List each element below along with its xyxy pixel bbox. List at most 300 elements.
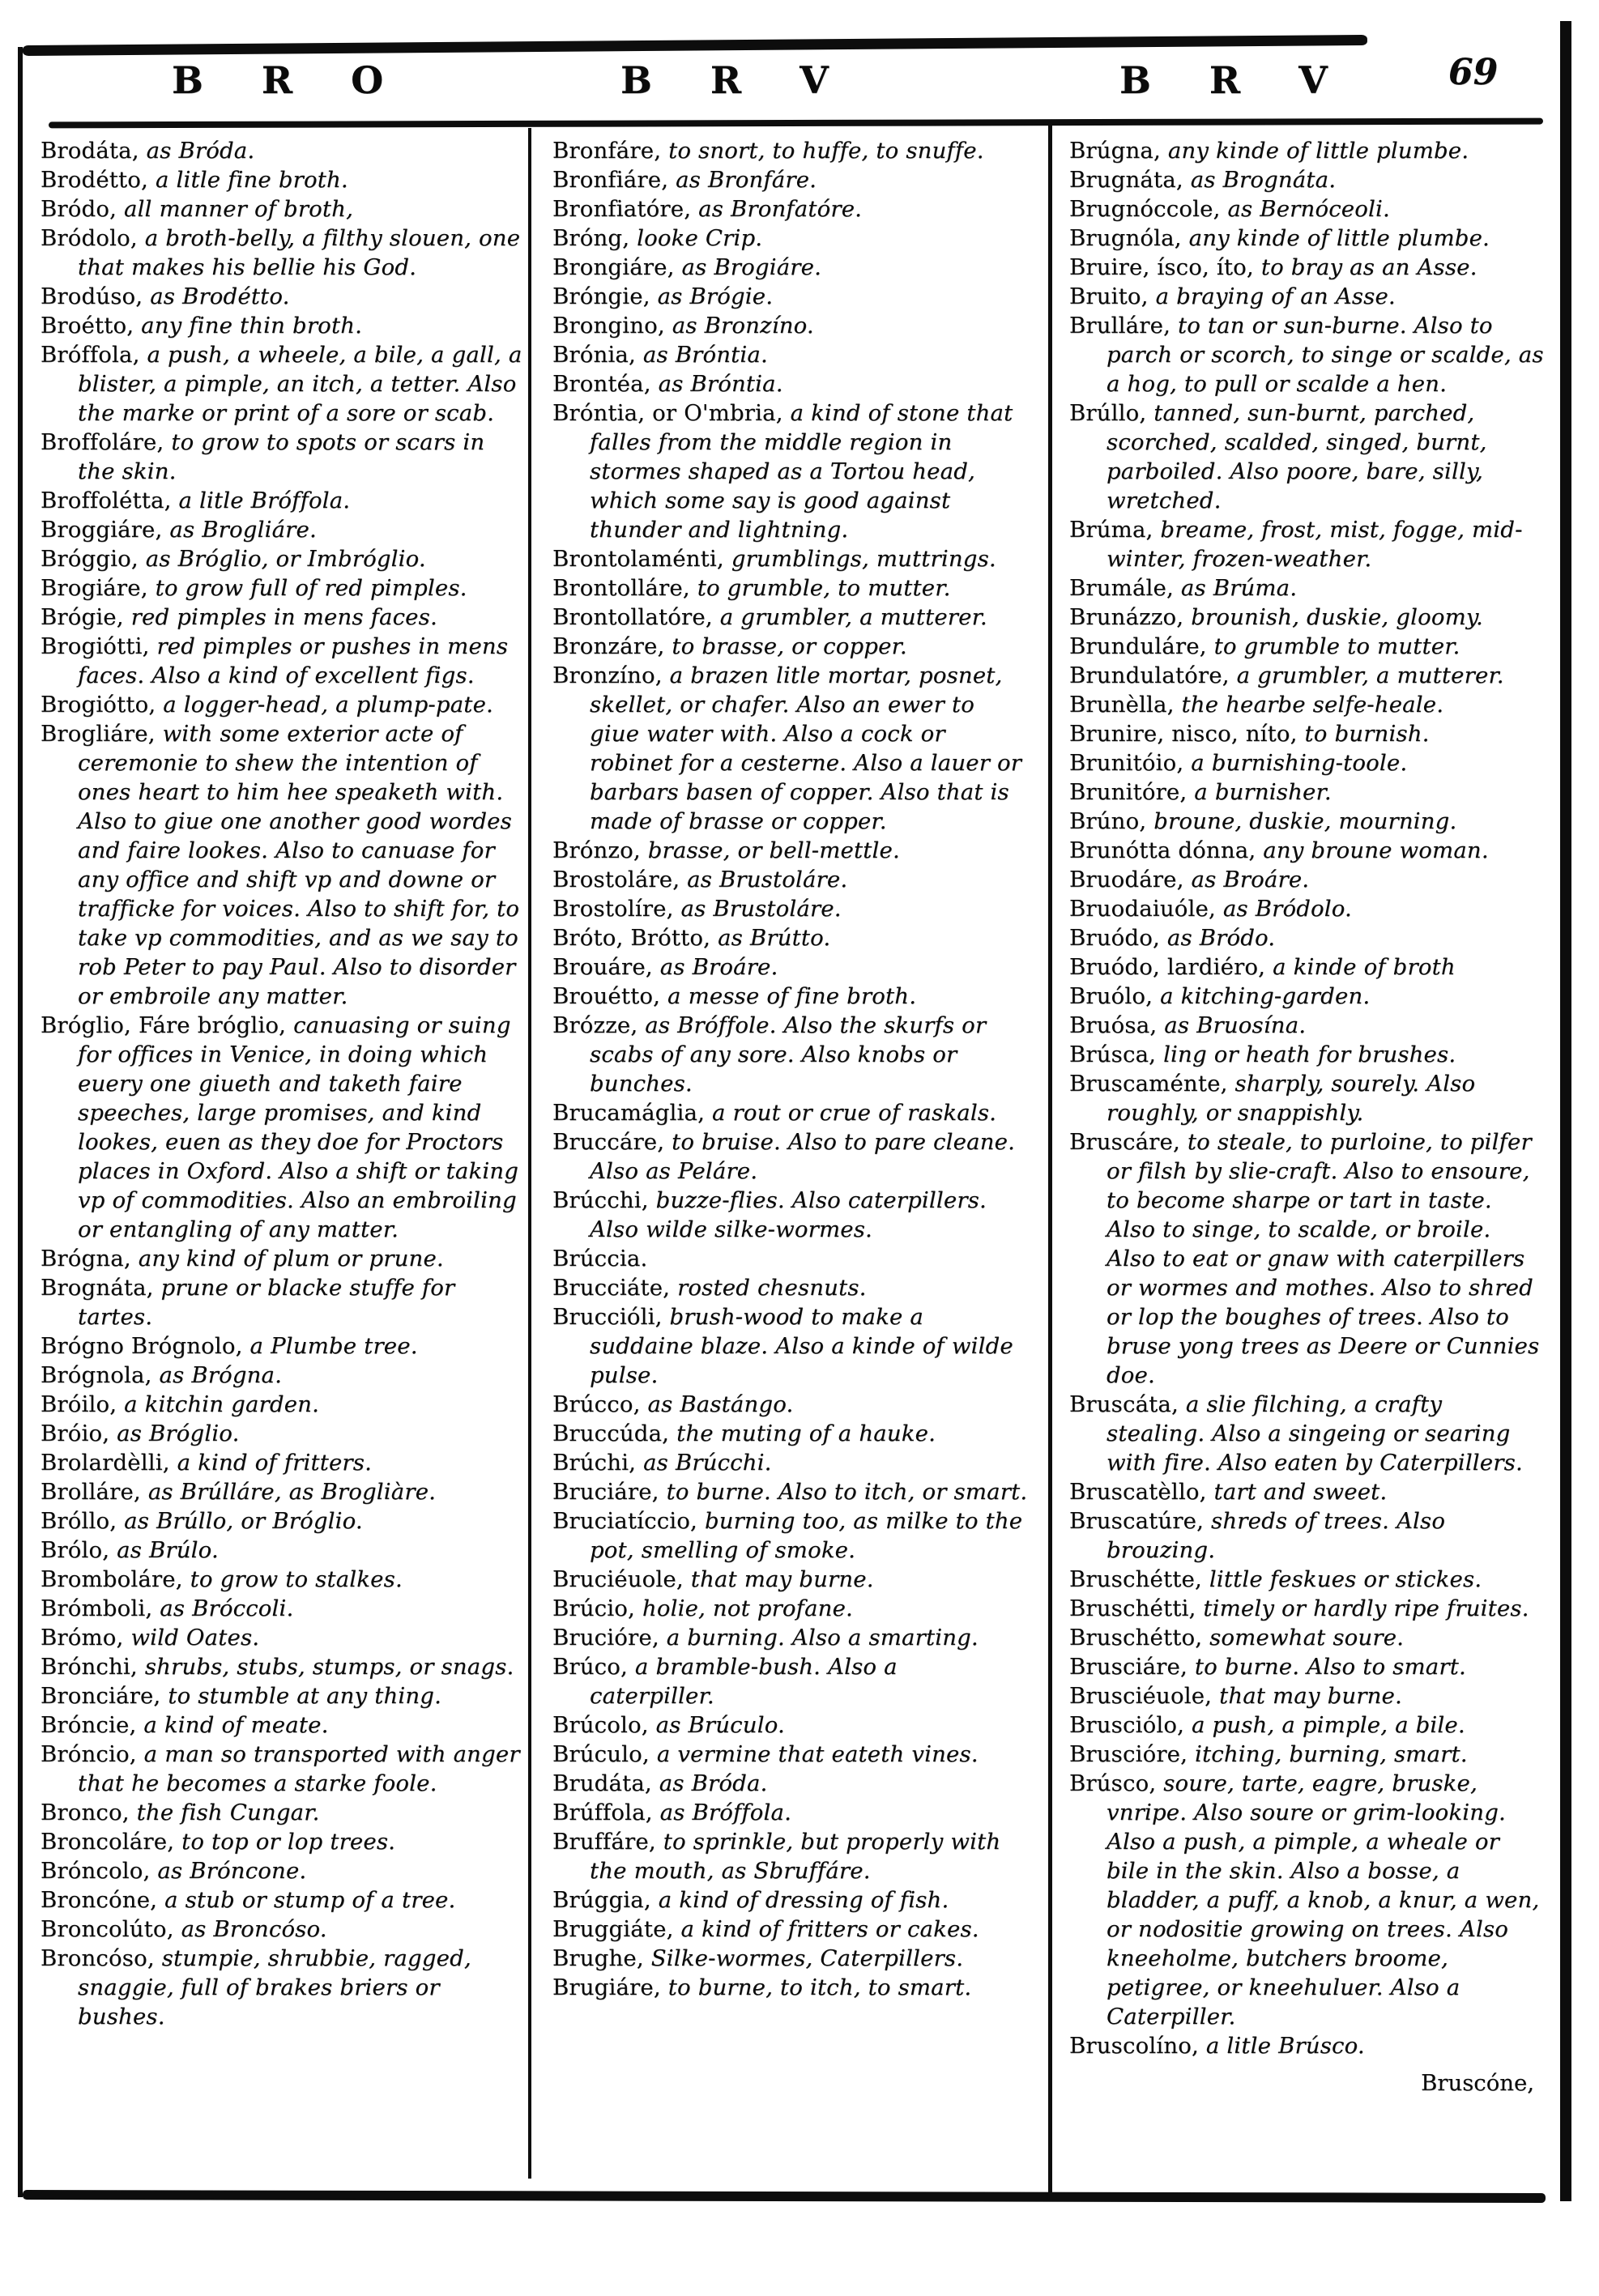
- running-head-left: B R O: [172, 58, 407, 102]
- entry-headword: Brúllo,: [1069, 400, 1154, 426]
- entry-definition: to burne. Also to smart.: [1194, 1654, 1466, 1680]
- dictionary-entry: [552, 1477, 1029, 1506]
- entry-headword: Broncolúto,: [41, 1916, 181, 1942]
- entry-headword: Bruschétto,: [1069, 1625, 1210, 1651]
- entry-definition: soure, tarte, eagre, bruske, vnripe. Also soure or grim-looking. Also a push, a pimple, a wheale or bile in the skin. Also a bosse, a bladder, a puff, a knob, a knur, a wen, or nodositie growing on trees. Also kneeholme, butchers broome, petigree, or kneehuluer. Also a Caterpiller.: [1107, 1770, 1540, 2030]
- entry-headword: Brúcchi,: [552, 1187, 656, 1213]
- dictionary-entry: [552, 1885, 1029, 1915]
- dictionary-entry: [1069, 1040, 1546, 1069]
- dictionary-entry: [1069, 253, 1546, 282]
- entry-headword: Brúsca,: [1069, 1042, 1164, 1067]
- entry-headword: Brómo,: [41, 1625, 131, 1651]
- dictionary-entry: [1069, 311, 1546, 398]
- dictionary-entry: [552, 894, 1029, 923]
- dictionary-entry: [552, 865, 1029, 894]
- entry-definition: a burnishing-toole.: [1191, 750, 1408, 776]
- entry-headword: Bronzíno,: [552, 662, 670, 688]
- entry-definition: little feskues or stickes.: [1209, 1566, 1482, 1592]
- entry-headword: Bruccióli,: [552, 1304, 670, 1330]
- entry-headword: Brúcco,: [552, 1391, 648, 1417]
- entry-headword: Brugiáre,: [552, 1974, 668, 2000]
- entry-definition: holie, not profane.: [642, 1595, 853, 1621]
- entry-headword: Bróggio,: [41, 546, 146, 572]
- entry-headword: Brúccia.: [552, 1246, 648, 1272]
- entry-definition: as Brógna.: [159, 1362, 283, 1388]
- entry-headword: Brózze,: [552, 1012, 646, 1038]
- dictionary-entry: [41, 1011, 523, 1244]
- entry-definition: as Bróglio.: [117, 1421, 240, 1446]
- dictionary-entry: [552, 1973, 1029, 2002]
- entry-headword: Broncoláre,: [41, 1829, 182, 1855]
- entry-headword: Bruire, ísco, íto,: [1069, 254, 1261, 280]
- entry-definition: prune or blacke stuffe for tartes.: [78, 1275, 455, 1330]
- running-head-right: B R V: [1119, 58, 1350, 102]
- entry-headword: Bróng,: [552, 225, 637, 251]
- entry-headword: Brunitóio,: [1069, 750, 1192, 776]
- entry-definition: brounish, duskie, gloomy.: [1191, 604, 1483, 630]
- dictionary-entry: [552, 311, 1029, 340]
- column-2: [552, 136, 1029, 2002]
- entry-definition: a grumbler, a mutterer.: [719, 604, 987, 630]
- dictionary-entry: [1069, 282, 1546, 311]
- entry-definition: as Brodétto.: [150, 283, 290, 309]
- entry-definition: a litle Bróffola.: [178, 488, 351, 513]
- entry-headword: Brodúso,: [41, 283, 151, 309]
- dictionary-entry: [41, 1506, 523, 1536]
- dictionary-entry: [1069, 632, 1546, 661]
- entry-definition: a kinde of broth: [1273, 954, 1456, 980]
- dictionary-entry: [41, 340, 523, 428]
- entry-definition: itching, burning, smart.: [1195, 1741, 1468, 1767]
- entry-headword: Broncóso,: [41, 1945, 162, 1971]
- entry-headword: Broétto,: [41, 313, 142, 339]
- dictionary-entry: [552, 661, 1029, 836]
- header-rule: [49, 118, 1543, 129]
- entry-definition: burning too, as milke to the pot, smelling of smoke.: [590, 1508, 1023, 1563]
- entry-headword: Bruggiáte,: [552, 1916, 681, 1942]
- dictionary-entry: [41, 1885, 523, 1915]
- entry-headword: Brólo,: [41, 1537, 117, 1563]
- dictionary-entry: [552, 1915, 1029, 1944]
- entry-headword: Brónzo,: [552, 837, 648, 863]
- entry-headword: Bruscatúre,: [1069, 1508, 1212, 1534]
- entry-headword: Bruciáre,: [552, 1479, 667, 1505]
- entry-headword: Broffolétta,: [41, 488, 179, 513]
- dictionary-entry: [552, 1302, 1029, 1390]
- dictionary-entry: [41, 1681, 523, 1710]
- dictionary-entry: [41, 311, 523, 340]
- dictionary-entry: [1069, 1506, 1546, 1565]
- entry-headword: Brunire, nisco, níto,: [1069, 721, 1305, 747]
- entry-headword: Bruscolíno,: [1069, 2033, 1206, 2059]
- dictionary-entry: [41, 428, 523, 486]
- entry-headword: Bronzáre,: [552, 633, 672, 659]
- entry-headword: Brostolíre,: [552, 896, 681, 922]
- dictionary-entry: [41, 544, 523, 573]
- entry-headword: Brodétto,: [41, 167, 156, 193]
- dictionary-entry: [1069, 224, 1546, 253]
- entry-headword: Bróglio, Fáre bróglio,: [41, 1012, 294, 1038]
- dictionary-entry: [41, 573, 523, 603]
- dictionary-entry: [552, 1273, 1029, 1302]
- entry-headword: Bróto, Brótto,: [552, 925, 718, 951]
- dictionary-entry: [41, 603, 523, 632]
- entry-headword: Bruscáta,: [1069, 1391, 1186, 1417]
- dictionary-entry: [552, 1827, 1029, 1885]
- entry-headword: Broncóne,: [41, 1887, 165, 1913]
- entry-headword: Bronfiáre,: [552, 167, 676, 193]
- entry-headword: Bruscatèllo,: [1069, 1479, 1214, 1505]
- entry-headword: Brúcolo,: [552, 1712, 656, 1738]
- dictionary-entry: [1069, 136, 1546, 165]
- bottom-rule: [23, 2190, 1546, 2203]
- entry-definition: the muting of a hauke.: [676, 1421, 936, 1446]
- entry-definition: a kind of dressing of fish.: [658, 1887, 949, 1913]
- entry-definition: a burnisher.: [1194, 779, 1332, 805]
- entry-definition: a bramble-bush. Also a caterpiller.: [590, 1654, 898, 1709]
- entry-definition: breame, frost, mist, fogge, mid-winter, frozen-weather.: [1107, 517, 1523, 572]
- entry-headword: Brolláre,: [41, 1479, 148, 1505]
- dictionary-entry: [552, 253, 1029, 282]
- running-head-center: B R V: [620, 58, 851, 102]
- entry-definition: canuasing or suing for offices in Venice, in doing which euery one giueth and taketh faire speeches, large promises, and kind lookes, euen as they doe for Proctors places in Oxford. Also a shift or taking vp of commodities. Also an embroiling or entangling of any matter.: [78, 1012, 519, 1242]
- entry-definition: timely or hardly ripe fruites.: [1203, 1595, 1529, 1621]
- entry-headword: Brunitóre,: [1069, 779, 1195, 805]
- dictionary-entry: [41, 1477, 523, 1506]
- entry-headword: Brugnóla,: [1069, 225, 1189, 251]
- dictionary-entry: [552, 398, 1029, 544]
- entry-headword: Brouétto,: [552, 983, 668, 1009]
- entry-headword: Bruódo,: [1069, 925, 1167, 951]
- entry-definition: as Brogliáre.: [169, 517, 317, 543]
- dictionary-entry: [1069, 1652, 1546, 1681]
- dictionary-entry: [41, 1915, 523, 1944]
- dictionary-entry: [41, 1361, 523, 1390]
- entry-headword: Bruodáre,: [1069, 867, 1192, 892]
- entry-definition: any kinde of little plumbe.: [1188, 225, 1490, 251]
- entry-headword: Bróllo,: [41, 1508, 125, 1534]
- entry-definition: stumpie, shrubbie, ragged, snaggie, full of brakes briers or bushes.: [78, 1945, 471, 2030]
- dictionary-entry: [41, 1244, 523, 1273]
- dictionary-entry: [552, 603, 1029, 632]
- entry-headword: Bronciáre,: [41, 1683, 168, 1709]
- dictionary-entry: [41, 1710, 523, 1740]
- entry-definition: a litle Brúsco.: [1205, 2033, 1365, 2059]
- dictionary-entry: [41, 1331, 523, 1361]
- entry-definition: buzze-flies. Also caterpillers. Also wilde silke-wormes.: [590, 1187, 987, 1242]
- entry-definition: that may burne.: [690, 1566, 874, 1592]
- entry-definition: as Bronfatóre.: [698, 196, 863, 222]
- entry-definition: to grow to stalkes.: [190, 1566, 403, 1592]
- entry-definition: a brazen litle mortar, posnet, skellet, or chafer. Also an ewer to giue water with. Also a cock or robinet for a cesterne. Also a lauer or barbars basen of copper. Also that is made of brasse or copper.: [590, 662, 1022, 834]
- dictionary-entry: [1069, 923, 1546, 952]
- entry-headword: Bródolo,: [41, 225, 145, 251]
- dictionary-entry: [41, 1827, 523, 1856]
- entry-headword: Brunázzo,: [1069, 604, 1192, 630]
- dictionary-entry: [41, 719, 523, 1011]
- entry-definition: somewhat soure.: [1209, 1625, 1405, 1651]
- entry-definition: shrubs, stubs, stumps, or snags.: [144, 1654, 514, 1680]
- entry-definition: as Bróntia.: [642, 342, 768, 368]
- entry-definition: to bruise. Also to pare cleane. Also as Peláre.: [590, 1129, 1016, 1184]
- entry-definition: as Broáre.: [1191, 867, 1310, 892]
- dictionary-entry: [41, 1273, 523, 1331]
- dictionary-entry: [552, 369, 1029, 398]
- dictionary-entry: [41, 194, 523, 224]
- entry-definition: a kitching-garden.: [1160, 983, 1371, 1009]
- entry-headword: Brúchi,: [552, 1450, 644, 1476]
- entry-headword: Brúgna,: [1069, 138, 1168, 164]
- entry-headword: Brusciólo,: [1069, 1712, 1192, 1738]
- dictionary-entry: [41, 1419, 523, 1448]
- entry-definition: rosted chesnuts.: [677, 1275, 867, 1301]
- dictionary-entry: [552, 1390, 1029, 1419]
- entry-definition: a kind of fritters.: [177, 1450, 373, 1476]
- dictionary-entry: [552, 282, 1029, 311]
- entry-definition: to grow to spots or scars in the skin.: [78, 429, 485, 484]
- dictionary-entry: [41, 1944, 523, 2031]
- dictionary-entry: [41, 515, 523, 544]
- entry-headword: Brudáta,: [552, 1770, 659, 1796]
- entry-definition: a kitchin garden.: [124, 1391, 320, 1417]
- entry-definition: as Bróda.: [146, 138, 255, 164]
- dictionary-entry: [552, 923, 1029, 952]
- entry-definition: a litle fine broth.: [155, 167, 348, 193]
- dictionary-entry: [41, 1652, 523, 1681]
- catchword: Bruscóne,: [1421, 2070, 1534, 2096]
- entry-definition: to sprinkle, but properly with the mouth, as Sbruffáre.: [590, 1829, 1001, 1884]
- entry-definition: as Bróglio, or Imbróglio.: [145, 546, 426, 572]
- entry-headword: Brógna,: [41, 1246, 139, 1272]
- column-3: [1069, 136, 1546, 2098]
- dictionary-entry: [552, 573, 1029, 603]
- entry-definition: as Bróntia.: [658, 371, 783, 397]
- dictionary-entry: [1069, 1740, 1546, 1769]
- entry-definition: red pimples in mens faces.: [130, 604, 437, 630]
- entry-definition: as Brúlláre, as Brogliàre.: [147, 1479, 437, 1505]
- entry-definition: tart and sweet.: [1213, 1479, 1388, 1505]
- entry-definition: as Brúlo.: [117, 1537, 219, 1563]
- dictionary-entry: [1069, 1127, 1546, 1390]
- entry-definition: as Brognáta.: [1190, 167, 1337, 193]
- dictionary-entry: [552, 1594, 1029, 1623]
- dictionary-entry: [41, 1594, 523, 1623]
- entry-definition: sharply, sourely. Also roughly, or snappishly.: [1107, 1071, 1476, 1126]
- entry-definition: tanned, sun-burnt, parched, scorched, scalded, singed, burnt, parboiled. Also poore, bare, silly, wretched.: [1107, 400, 1487, 513]
- column-1-entries: [41, 136, 523, 2031]
- dictionary-entry: [552, 982, 1029, 1011]
- entry-definition: as Bróccoli.: [160, 1595, 294, 1621]
- entry-definition: to top or lop trees.: [181, 1829, 396, 1855]
- dictionary-entry: [41, 136, 523, 165]
- top-rule: [23, 35, 1367, 56]
- entry-definition: to burne. Also to itch, or smart.: [666, 1479, 1028, 1505]
- entry-headword: Bruschétte,: [1069, 1566, 1209, 1592]
- entry-definition: a man so transported with anger that he becomes a starke foole.: [78, 1741, 520, 1796]
- column-2-entries: [552, 136, 1029, 2002]
- dictionary-entry: [1069, 515, 1546, 573]
- dictionary-entry: [1069, 952, 1546, 982]
- dictionary-entry: [552, 1419, 1029, 1448]
- entry-definition: to brasse, or copper.: [672, 633, 907, 659]
- entry-headword: Brugnáta,: [1069, 167, 1191, 193]
- dictionary-entry: [41, 632, 523, 690]
- entry-headword: Brúsco,: [1069, 1770, 1164, 1796]
- entry-definition: with some exterior acte of ceremonie to shew the intention of ones heart to him hee speaketh with. Also to giue one another good wordes and faire lookes. Also to canuase for any office and shift vp and downe or trafficke for voices. Also to shift for, to take vp commodities, and as we say to rob Peter to pay Paul. Also to disorder or embroile any matter.: [78, 721, 520, 1009]
- entry-headword: Brognáta,: [41, 1275, 161, 1301]
- dictionary-entry: [41, 1565, 523, 1594]
- dictionary-entry: [41, 1798, 523, 1827]
- entry-headword: Brunótta dónna,: [1069, 837, 1264, 863]
- entry-headword: Brunduláre,: [1069, 633, 1214, 659]
- dictionary-entry: [552, 340, 1029, 369]
- column-3-entries: [1069, 136, 1546, 2060]
- dictionary-entry: [552, 1740, 1029, 1769]
- entry-definition: as Brustoláre.: [680, 896, 842, 922]
- entry-definition: to grumble, to mutter.: [697, 575, 951, 601]
- entry-headword: Brógie,: [41, 604, 131, 630]
- entry-headword: Brógno Brógnolo,: [41, 1333, 250, 1359]
- entry-headword: Brógnola,: [41, 1362, 160, 1388]
- entry-definition: to burne, to itch, to smart.: [667, 1974, 972, 2000]
- dictionary-entry: [552, 194, 1029, 224]
- entry-definition: as Bródo.: [1166, 925, 1276, 951]
- dictionary-entry: [1069, 777, 1546, 807]
- entry-headword: Brucciáte,: [552, 1275, 678, 1301]
- entry-definition: as Bróffole. Also the skurfs or scabs of any sore. Also knobs or bunches.: [590, 1012, 987, 1097]
- entry-definition: the hearbe selfe-heale.: [1181, 692, 1444, 718]
- entry-headword: Brusciáre,: [1069, 1654, 1195, 1680]
- entry-definition: any kinde of little plumbe.: [1167, 138, 1469, 164]
- entry-definition: as Bróncone.: [157, 1858, 307, 1884]
- entry-headword: Brúco,: [552, 1654, 635, 1680]
- entry-headword: Brumále,: [1069, 575, 1181, 601]
- left-border: [18, 47, 23, 2197]
- entry-headword: Bróio,: [41, 1421, 117, 1446]
- entry-definition: a logger-head, a plump-pate.: [163, 692, 493, 718]
- dictionary-entry: [41, 165, 523, 194]
- entry-definition: Silke-wormes, Caterpillers.: [650, 1945, 964, 1971]
- entry-definition: a grumbler, a mutterer.: [1236, 662, 1504, 688]
- entry-definition: the fish Cungar.: [136, 1800, 320, 1825]
- entry-headword: Bruccáre,: [552, 1129, 672, 1155]
- dictionary-entry: [1069, 573, 1546, 603]
- entry-definition: as Broáre.: [659, 954, 778, 980]
- entry-headword: Brogliáre,: [41, 721, 163, 747]
- entry-headword: Bronfiatóre,: [552, 196, 699, 222]
- dictionary-entry: [552, 1011, 1029, 1098]
- dictionary-entry: [552, 632, 1029, 661]
- entry-definition: to tan or sun-burne. Also to parch or scorch, to singe or scalde, as a hog, to pull or scalde a hen.: [1107, 313, 1544, 397]
- entry-definition: a slie filching, a crafty stealing. Also a singeing or searing with fire. Also eaten by Caterpillers.: [1107, 1391, 1523, 1476]
- dictionary-entry: [1069, 2031, 1546, 2060]
- entry-definition: as Brúllo, or Bróglio.: [124, 1508, 363, 1534]
- entry-definition: any broune woman.: [1263, 837, 1489, 863]
- dictionary-entry: [552, 165, 1029, 194]
- dictionary-entry: [1069, 165, 1546, 194]
- dictionary-entry: [1069, 1011, 1546, 1040]
- entry-headword: Bróncio,: [41, 1741, 144, 1767]
- entry-definition: as Bronzíno.: [672, 313, 814, 339]
- dictionary-entry: [552, 952, 1029, 982]
- dictionary-entry: [1069, 982, 1546, 1011]
- entry-definition: shreds of trees. Also brouzing.: [1107, 1508, 1446, 1563]
- entry-definition: as Bronfáre.: [676, 167, 817, 193]
- dictionary-entry: [1069, 748, 1546, 777]
- entry-definition: a kind of fritters or cakes.: [680, 1916, 979, 1942]
- entry-definition: to steale, to purloine, to pilfer or filsh by slie-craft. Also to ensoure, to become sharpe or tart in taste. Also to singe, to scalde, or broile. Also to eat or gnaw with caterpillers or wormes and mothes. Also to shred or lop the boughes of trees. Also to bruse yong trees as Deere or Cunnies doe.: [1107, 1129, 1540, 1388]
- entry-definition: as Brútto.: [718, 925, 831, 951]
- entry-headword: Bróncolo,: [41, 1858, 158, 1884]
- entry-headword: Brontollatóre,: [552, 604, 720, 630]
- entry-definition: to grumble to mutter.: [1213, 633, 1460, 659]
- dictionary-entry: [41, 690, 523, 719]
- dictionary-entry: [1069, 1769, 1546, 2031]
- entry-definition: a messe of fine broth.: [667, 983, 917, 1009]
- dictionary-entry: [552, 836, 1029, 865]
- entry-headword: Bruschétti,: [1069, 1595, 1204, 1621]
- entry-headword: Broffoláre,: [41, 429, 172, 455]
- entry-headword: Bruscaménte,: [1069, 1071, 1235, 1097]
- entry-headword: Bróilo,: [41, 1391, 125, 1417]
- dictionary-entry: [1069, 1477, 1546, 1506]
- entry-headword: Brónchi,: [41, 1654, 145, 1680]
- dictionary-entry: [41, 1448, 523, 1477]
- entry-definition: as Brustoláre.: [687, 867, 848, 892]
- entry-definition: a vermine that eateth vines.: [656, 1741, 979, 1767]
- entry-definition: looke Crip.: [637, 225, 763, 251]
- entry-definition: as Bródolo.: [1222, 896, 1352, 922]
- entry-definition: as Bróffola.: [659, 1800, 792, 1825]
- dictionary-entry: [1069, 1069, 1546, 1127]
- dictionary-entry: [552, 1186, 1029, 1244]
- column-divider-2: [1048, 123, 1052, 2198]
- entry-headword: Brontéa,: [552, 371, 659, 397]
- entry-headword: Brúno,: [1069, 808, 1154, 834]
- dictionary-entry: [1069, 807, 1546, 836]
- entry-headword: Bróngie,: [552, 283, 658, 309]
- entry-headword: Brostoláre,: [552, 867, 688, 892]
- entry-definition: as Bruosína.: [1164, 1012, 1307, 1038]
- entry-headword: Brontolláre,: [552, 575, 697, 601]
- entry-headword: Bruscióre,: [1069, 1741, 1196, 1767]
- entry-headword: Brúcio,: [552, 1595, 642, 1621]
- dictionary-entry: [1069, 865, 1546, 894]
- dictionary-entry: [1069, 690, 1546, 719]
- entry-headword: Bródo,: [41, 196, 124, 222]
- entry-definition: ling or heath for brushes.: [1163, 1042, 1456, 1067]
- entry-headword: Brogiótto,: [41, 692, 164, 718]
- dictionary-entry: [552, 1710, 1029, 1740]
- entry-definition: to stumble at any thing.: [168, 1683, 442, 1709]
- entry-definition: a push, a wheele, a bile, a gall, a blister, a pimple, an itch, a tetter. Also the marke or print of a sore or scab.: [78, 342, 522, 426]
- entry-definition: to snort, to huffe, to snuffe.: [668, 138, 984, 164]
- dictionary-entry: [552, 1944, 1029, 1973]
- entry-definition: a kind of stone that falles from the middle region in stormes shaped as a Tortou head, which some say is good against thunder and lightning.: [590, 400, 1013, 543]
- dictionary-entry: [41, 282, 523, 311]
- entry-headword: Brunèlla,: [1069, 692, 1182, 718]
- entry-definition: as Brúcchi.: [643, 1450, 772, 1476]
- dictionary-entry: [1069, 1390, 1546, 1477]
- dictionary-entry: [552, 1506, 1029, 1565]
- entry-headword: Bruósa,: [1069, 1012, 1165, 1038]
- entry-definition: any kind of plum or prune.: [138, 1246, 444, 1272]
- dictionary-entry: [552, 1565, 1029, 1594]
- dictionary-entry: [41, 224, 523, 282]
- entry-headword: Brucióre,: [552, 1625, 667, 1651]
- entry-definition: to burnish.: [1304, 721, 1430, 747]
- entry-headword: Brogiáre,: [41, 575, 156, 601]
